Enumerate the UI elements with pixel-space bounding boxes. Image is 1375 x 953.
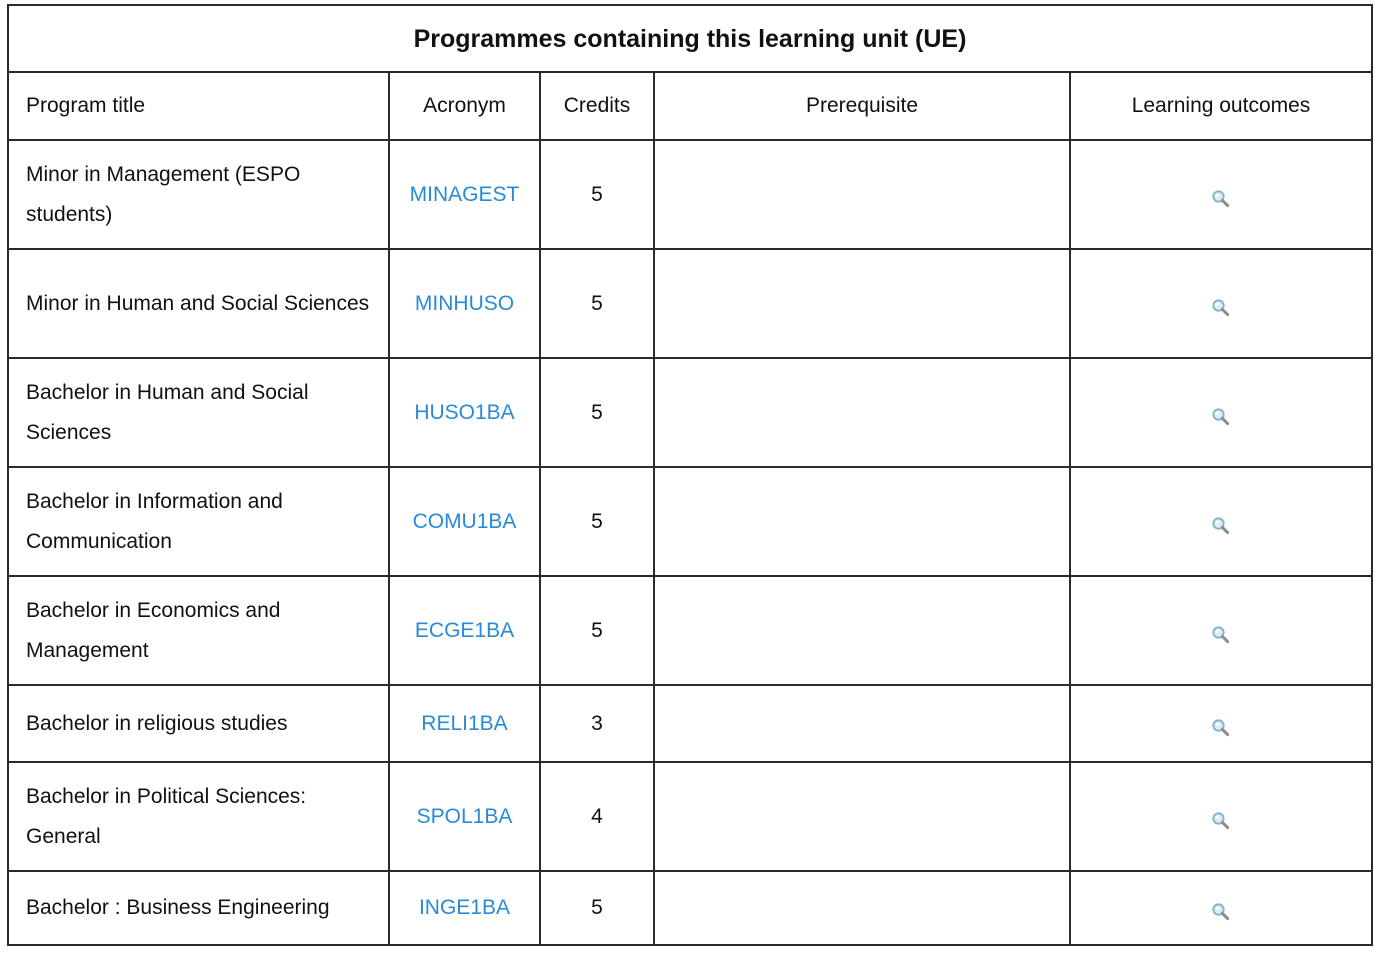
credits-cell: 3 — [540, 685, 654, 762]
column-header-prerequisite: Prerequisite — [654, 72, 1070, 140]
prerequisite-cell — [654, 249, 1070, 358]
acronym-cell — [389, 685, 540, 762]
table-row — [8, 358, 1372, 467]
acronym-link[interactable]: INGE1BA — [418, 896, 511, 919]
learning-outcomes-cell — [1070, 871, 1372, 945]
magnifier-icon[interactable] — [1210, 806, 1232, 828]
acronym-cell — [389, 249, 540, 358]
program-title-cell: Bachelor in religious studies — [8, 685, 389, 762]
acronym-cell — [389, 871, 540, 945]
column-header-learning-outcomes: Learning outcomes — [1070, 72, 1372, 140]
acronym-link[interactable]: MINAGEST — [409, 182, 520, 206]
learning-outcomes-cell — [1070, 467, 1372, 576]
learning-outcomes-cell — [1070, 576, 1372, 685]
credits-cell: 5 — [540, 467, 654, 576]
learning-outcomes-cell — [1070, 685, 1372, 762]
prerequisite-cell — [654, 467, 1070, 576]
table-row — [8, 140, 1372, 249]
table-row — [8, 685, 1372, 762]
acronym-link[interactable]: RELI1BA — [421, 711, 508, 735]
table-header-row — [8, 72, 1372, 140]
acronym-cell — [389, 762, 540, 871]
magnifier-icon[interactable] — [1210, 713, 1232, 735]
learning-outcomes-cell — [1070, 762, 1372, 871]
program-title-cell: Minor in Management (ESPO students) — [8, 140, 389, 249]
prerequisite-cell — [654, 762, 1070, 871]
acronym-cell — [389, 467, 540, 576]
magnifier-icon[interactable] — [1210, 511, 1232, 533]
magnifier-icon[interactable] — [1210, 897, 1232, 919]
prerequisite-cell — [654, 871, 1070, 945]
magnifier-icon[interactable] — [1210, 402, 1232, 424]
learning-outcomes-cell — [1070, 358, 1372, 467]
credits-cell: 5 — [540, 871, 654, 945]
column-header-program-title: Program title — [8, 72, 389, 140]
acronym-link[interactable]: SPOL1BA — [416, 804, 513, 828]
column-header-credits: Credits — [540, 72, 654, 140]
acronym-cell — [389, 576, 540, 685]
program-title-cell: Bachelor in Information and Communication — [8, 467, 389, 576]
prerequisite-cell — [654, 576, 1070, 685]
program-title-cell: Bachelor : Business Engineering — [8, 871, 389, 945]
table-row — [8, 576, 1372, 685]
table-row — [8, 871, 1372, 945]
program-title-cell: Bachelor in Human and Social Sciences — [8, 358, 389, 467]
acronym-link[interactable]: ECGE1BA — [414, 618, 515, 642]
learning-outcomes-cell — [1070, 140, 1372, 249]
prerequisite-cell — [654, 358, 1070, 467]
prerequisite-cell — [654, 685, 1070, 762]
credits-cell: 5 — [540, 358, 654, 467]
table-caption: Programmes containing this learning unit (UE) — [8, 5, 1372, 72]
magnifier-icon[interactable] — [1210, 184, 1232, 206]
magnifier-icon[interactable] — [1210, 293, 1232, 315]
acronym-cell — [389, 358, 540, 467]
table-row — [8, 762, 1372, 871]
acronym-cell — [389, 140, 540, 249]
credits-cell: 5 — [540, 576, 654, 685]
programmes-table-wrapper — [7, 4, 1373, 946]
credits-cell: 4 — [540, 762, 654, 871]
program-title-cell: Minor in Human and Social Sciences — [8, 249, 389, 358]
table-row — [8, 249, 1372, 358]
table-row — [8, 467, 1372, 576]
acronym-link[interactable]: MINHUSO — [414, 291, 515, 315]
prerequisite-cell — [654, 140, 1070, 249]
programmes-table — [7, 4, 1373, 946]
column-header-acronym: Acronym — [389, 72, 540, 140]
learning-outcomes-cell — [1070, 249, 1372, 358]
program-title-cell: Bachelor in Economics and Management — [8, 576, 389, 685]
acronym-link[interactable]: HUSO1BA — [414, 400, 515, 424]
acronym-link[interactable]: COMU1BA — [412, 509, 517, 533]
credits-cell: 5 — [540, 249, 654, 358]
magnifier-icon[interactable] — [1210, 620, 1232, 642]
program-title-cell: Bachelor in Political Sciences: General — [8, 762, 389, 871]
credits-cell: 5 — [540, 140, 654, 249]
